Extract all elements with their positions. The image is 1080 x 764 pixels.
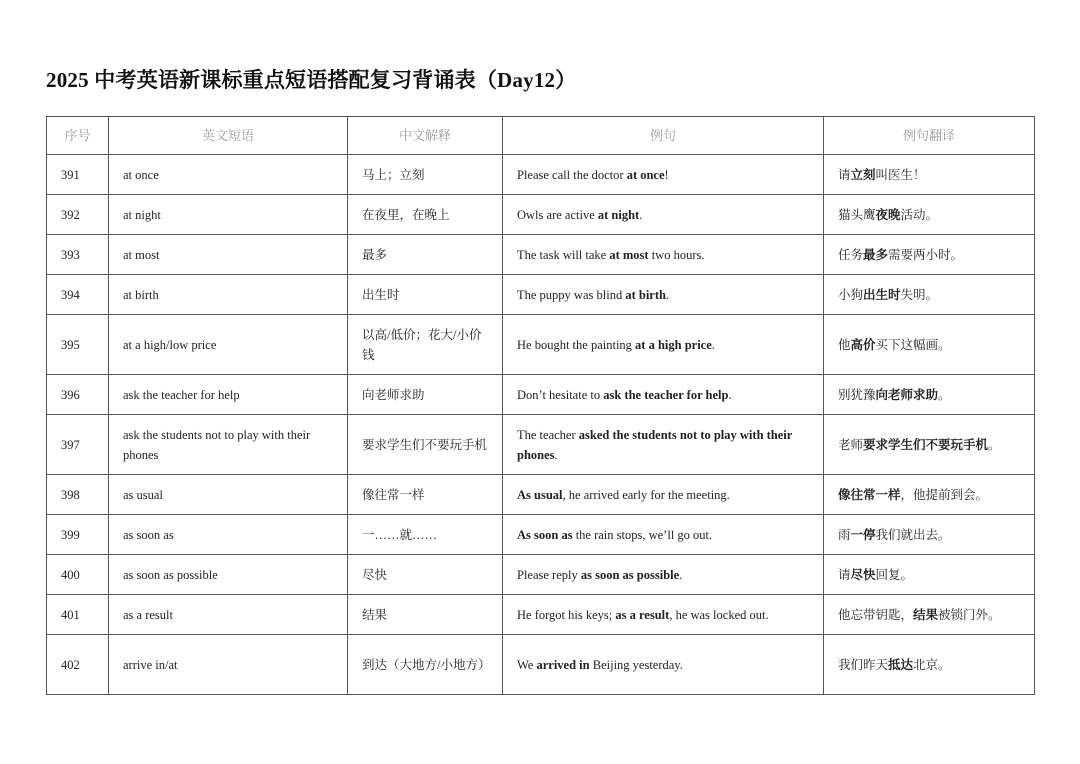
row-number: 392 bbox=[47, 195, 109, 235]
translation-text: ，他提前到会。 bbox=[900, 487, 989, 502]
example-text: , he arrived early for the meeting. bbox=[562, 487, 730, 502]
translation-cell bbox=[824, 555, 1035, 595]
example-cell bbox=[503, 555, 824, 595]
table-row bbox=[47, 235, 1035, 275]
translation-text: 失明。 bbox=[900, 287, 939, 302]
row-number: 397 bbox=[47, 415, 109, 475]
chinese-cell: 在夜里，在晚上 bbox=[348, 195, 503, 235]
example-text: The task will take bbox=[517, 247, 610, 262]
translation-text: 。 bbox=[938, 387, 951, 402]
row-number: 393 bbox=[47, 235, 109, 275]
translation-text: 别犹豫 bbox=[838, 387, 876, 402]
translation-cell bbox=[824, 235, 1035, 275]
chinese-cell: 马上；立刻 bbox=[348, 155, 503, 195]
translation-text: 他 bbox=[838, 337, 851, 352]
table-header-row bbox=[47, 117, 1035, 155]
example-phrase: at most bbox=[609, 247, 649, 262]
translation-phrase: 出生时 bbox=[863, 287, 901, 302]
translation-cell bbox=[824, 195, 1035, 235]
table-row bbox=[47, 415, 1035, 475]
example-phrase: arrived in bbox=[536, 657, 590, 672]
translation-phrase: 一停 bbox=[850, 527, 876, 542]
example-text: . bbox=[728, 387, 732, 402]
example-text: Please call the doctor bbox=[517, 167, 627, 182]
translation-text: 买下这幅画。 bbox=[875, 337, 951, 352]
translation-text: 我们就出去。 bbox=[875, 527, 951, 542]
translation-text: 雨 bbox=[838, 527, 851, 542]
example-text: The teacher bbox=[517, 427, 579, 442]
phrase-table bbox=[46, 116, 1035, 695]
example-phrase: at a high price bbox=[635, 337, 712, 352]
row-number: 400 bbox=[47, 555, 109, 595]
translation-cell bbox=[824, 635, 1035, 695]
example-cell bbox=[503, 475, 824, 515]
phrase-cell: as soon as possible bbox=[109, 555, 348, 595]
example-text: . bbox=[554, 447, 558, 462]
translation-text: 回复。 bbox=[875, 567, 914, 582]
example-text: . bbox=[639, 207, 643, 222]
chinese-cell: 到达（大地方/小地方） bbox=[348, 635, 503, 695]
example-text: . bbox=[665, 287, 670, 302]
translation-phrase: 像往常一样 bbox=[838, 487, 901, 502]
row-number: 394 bbox=[47, 275, 109, 315]
table-row bbox=[47, 595, 1035, 635]
example-text: , he was locked out. bbox=[669, 607, 769, 622]
example-phrase: at once bbox=[626, 167, 665, 182]
row-number: 398 bbox=[47, 475, 109, 515]
example-text: The puppy was blind bbox=[517, 287, 626, 302]
table-row bbox=[47, 275, 1035, 315]
phrase-cell: at once bbox=[109, 155, 348, 195]
example-phrase: ask the teacher for help bbox=[603, 387, 729, 402]
example-cell bbox=[503, 595, 824, 635]
example-cell bbox=[503, 315, 824, 375]
table-row bbox=[47, 155, 1035, 195]
column-header-number: 序号 bbox=[47, 117, 109, 155]
translation-phrase: 向老师求助 bbox=[875, 387, 939, 402]
phrase-cell: as usual bbox=[109, 475, 348, 515]
phrase-cell: ask the teacher for help bbox=[109, 375, 348, 415]
row-number: 391 bbox=[47, 155, 109, 195]
translation-text: 小狗 bbox=[838, 287, 864, 302]
example-cell bbox=[503, 195, 824, 235]
example-text: He forgot his keys; bbox=[517, 607, 616, 622]
example-text: . bbox=[679, 567, 683, 582]
translation-text: 请 bbox=[838, 567, 851, 582]
chinese-cell: 以高/低价；花大/小价钱 bbox=[348, 315, 503, 375]
translation-text: 活动。 bbox=[900, 207, 939, 222]
example-cell bbox=[503, 275, 824, 315]
example-phrase: at birth bbox=[625, 287, 666, 302]
page-title: 2025 中考英语新课标重点短语搭配复习背诵表（Day12） bbox=[46, 68, 577, 92]
phrase-cell: at a high/low price bbox=[109, 315, 348, 375]
translation-cell bbox=[824, 375, 1035, 415]
translation-phrase: 要求学生们不要玩手机 bbox=[863, 437, 989, 452]
chinese-cell: 像往常一样 bbox=[348, 475, 503, 515]
translation-text: 我们昨天 bbox=[838, 657, 889, 672]
example-cell bbox=[503, 375, 824, 415]
row-number: 399 bbox=[47, 515, 109, 555]
table-row bbox=[47, 375, 1035, 415]
translation-text: 北京。 bbox=[913, 657, 951, 672]
translation-phrase: 立刻 bbox=[850, 167, 876, 182]
example-cell bbox=[503, 635, 824, 695]
translation-cell bbox=[824, 155, 1035, 195]
example-text: ! bbox=[664, 167, 669, 182]
table-row bbox=[47, 315, 1035, 375]
example-cell bbox=[503, 155, 824, 195]
table-row bbox=[47, 555, 1035, 595]
example-text: Beijing yesterday. bbox=[589, 657, 683, 672]
translation-cell bbox=[824, 515, 1035, 555]
chinese-cell: 一……就…… bbox=[348, 515, 503, 555]
translation-text: 被锁门外。 bbox=[938, 607, 1001, 622]
table-row bbox=[47, 635, 1035, 695]
column-header-example: 例句 bbox=[503, 117, 824, 155]
translation-cell bbox=[824, 595, 1035, 635]
table-row bbox=[47, 195, 1035, 235]
phrase-cell: ask the students not to play with their phones bbox=[109, 415, 348, 475]
translation-text: 。 bbox=[988, 437, 1001, 452]
translation-text: 他忘带钥匙， bbox=[838, 607, 914, 622]
example-text: the rain stops, we’ll go out. bbox=[572, 527, 713, 542]
example-phrase: asked the students not to play with their phones bbox=[517, 427, 793, 462]
table-row bbox=[47, 475, 1035, 515]
phrase-cell: at birth bbox=[109, 275, 348, 315]
example-phrase: As soon as bbox=[517, 527, 573, 542]
chinese-cell: 尽快 bbox=[348, 555, 503, 595]
column-header-phrase: 英文短语 bbox=[109, 117, 348, 155]
chinese-cell: 出生时 bbox=[348, 275, 503, 315]
example-phrase: at night bbox=[597, 207, 640, 222]
chinese-cell: 要求学生们不要玩手机 bbox=[348, 415, 503, 475]
column-header-translation: 例句翻译 bbox=[824, 117, 1035, 155]
phrase-cell: as soon as bbox=[109, 515, 348, 555]
chinese-cell: 最多 bbox=[348, 235, 503, 275]
translation-text: 请 bbox=[838, 167, 851, 182]
row-number: 396 bbox=[47, 375, 109, 415]
example-text: Please reply bbox=[517, 567, 581, 582]
chinese-cell: 向老师求助 bbox=[348, 375, 503, 415]
example-text: Owls are active bbox=[517, 207, 598, 222]
translation-text: 需要两小时。 bbox=[888, 247, 964, 262]
translation-cell bbox=[824, 475, 1035, 515]
translation-text: 老师 bbox=[838, 437, 864, 452]
column-header-chinese: 中文解释 bbox=[348, 117, 503, 155]
translation-phrase: 夜晚 bbox=[875, 207, 901, 222]
example-phrase: As usual bbox=[517, 487, 563, 502]
chinese-cell: 结果 bbox=[348, 595, 503, 635]
example-phrase: as a result bbox=[615, 607, 670, 622]
row-number: 402 bbox=[47, 635, 109, 695]
phrase-cell: as a result bbox=[109, 595, 348, 635]
example-cell bbox=[503, 515, 824, 555]
translation-phrase: 结果 bbox=[913, 607, 939, 622]
translation-phrase: 抵达 bbox=[888, 657, 914, 672]
translation-phrase: 高价 bbox=[850, 337, 876, 352]
phrase-cell: arrive in/at bbox=[109, 635, 348, 695]
example-phrase: as soon as possible bbox=[580, 567, 680, 582]
translation-text: 猫头鹰 bbox=[838, 207, 876, 222]
example-text: . bbox=[711, 337, 715, 352]
translation-text: 任务 bbox=[838, 247, 864, 262]
example-text: We bbox=[517, 657, 537, 672]
example-text: He bought the painting bbox=[517, 337, 636, 352]
translation-text: 叫医生！ bbox=[875, 167, 926, 182]
table-row bbox=[47, 515, 1035, 555]
example-cell bbox=[503, 235, 824, 275]
translation-cell bbox=[824, 415, 1035, 475]
example-text: two hours. bbox=[648, 247, 705, 262]
translation-cell bbox=[824, 315, 1035, 375]
phrase-cell: at most bbox=[109, 235, 348, 275]
row-number: 395 bbox=[47, 315, 109, 375]
example-text: Don’t hesitate to bbox=[517, 387, 604, 402]
translation-cell bbox=[824, 275, 1035, 315]
row-number: 401 bbox=[47, 595, 109, 635]
translation-phrase: 尽快 bbox=[850, 567, 876, 582]
example-cell bbox=[503, 415, 824, 475]
translation-phrase: 最多 bbox=[863, 247, 889, 262]
phrase-cell: at night bbox=[109, 195, 348, 235]
